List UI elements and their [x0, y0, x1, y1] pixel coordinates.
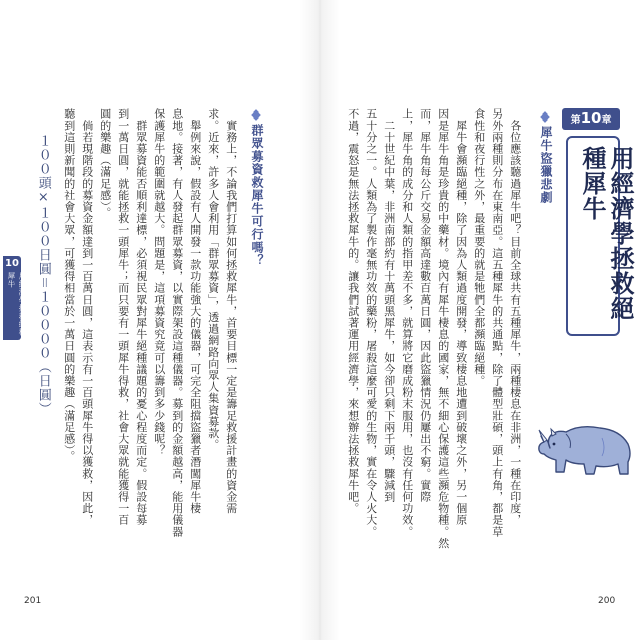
right-paragraph-line: 食性和夜行性之外，最重要的就是牠們全都瀕臨絕種。: [472, 108, 486, 387]
side-tab-number: 10: [5, 258, 19, 269]
left-paragraph-line: 圓的樂趣（滿足感）。: [98, 108, 112, 219]
rhinoceros-icon: [536, 418, 636, 480]
page-number-left: 201: [24, 596, 42, 606]
diamond-bullet-icon: [541, 112, 550, 121]
right-paragraph-line: 而，犀牛角每公斤交易金額高達數百萬日圓，因此盜獵情況仍屢出不窮。實際: [418, 108, 432, 503]
right-paragraph-line: 因是犀牛角是珍貴的中藥材。境內有犀牛棲息的國家，無不細心保護這些瀕危物種。然: [436, 108, 450, 549]
left-paragraph-line: 到一萬日圓，就能拯救一頭犀牛；而只要有一頭犀牛得救，社會大眾就能獲得一百: [116, 108, 130, 526]
right-paragraph-line: 二十世紀中葉，非洲南部約有十萬頭黑犀牛，如今卻只剩下兩千頭，驟減到: [382, 108, 396, 503]
diamond-bullet-icon: [252, 110, 261, 119]
chapter-prefix: 第: [570, 115, 581, 126]
left-paragraph-line: 舉例來說，假設有人開發一款功能強大的儀器，可完全阻擋盜獵者潛闖犀牛棲: [188, 108, 202, 514]
left-paragraph-line: 聽到這則新聞的社會大眾，可獲得相當於一萬日圓的樂趣（滿足感）。: [62, 108, 76, 463]
left-paragraph-line: 息地。接著，有人發起群眾募資，以實際架設這種儀器。募到的金額越高，能用儀器: [170, 108, 184, 538]
section-heading-poaching: 犀牛盜獵悲劇: [539, 126, 553, 204]
left-paragraph-line: 倘若現階段的募資金額達到一百萬日圓，這表示有一百頭犀牛得以獲救，因此，: [80, 108, 94, 526]
chapter-suffix: 章: [601, 115, 612, 126]
left-paragraph-line: 求。近來，許多人會利用「群眾募資」，透過網路向眾人集資募款。: [206, 108, 220, 451]
right-paragraph-line: 另外兩種則分布在東南亞。這五種犀牛的共通點，除了體型壯碩，頭上有角，都是草: [490, 108, 504, 538]
left-paragraph-line: 群眾募資能否順利達標，必須視民眾對犀牛絕種議題的憂心程度而定。假設每募: [134, 108, 148, 526]
right-paragraph-line: 五十分之一。人類為了製作毫無功效的藥粉，屠殺這麼可愛的生物，實在令人火大。: [364, 108, 378, 538]
right-paragraph-line: 犀牛會瀕臨絕種，除了因為人類過度開發，導致棲息地遭到破壞之外，另一個原: [454, 108, 468, 526]
right-paragraph-line: 上，犀牛角的成分和人類的指甲差不多，就算將它磨成粉末服用，也沒有任何功效。: [400, 108, 414, 538]
right-paragraph-line: 不過，震怒是無法拯救犀牛的。讓我們試著運用經濟學，來想辦法拯救犀牛吧。: [346, 108, 360, 514]
side-tab-title: 用經濟學拯救絕種犀牛: [7, 272, 27, 336]
page-number-right: 200: [598, 596, 616, 606]
chapter-title: 用經濟學拯救絕種犀牛: [578, 146, 634, 321]
chapter-badge: [562, 108, 620, 130]
left-paragraph-line: 實務上，不論我們打算如何拯救犀牛，首要目標一定是籌足救援計畫的資金需: [224, 108, 238, 514]
left-paragraph-line: 保護犀牛的範圍就越大。問題是，這項募資究竟可以籌到多少錢呢？: [152, 108, 166, 456]
formula-text: １００頭×１００日圓＝１００００（日圓）: [35, 134, 51, 416]
right-paragraph-line: 各位應該聽過犀牛吧？目前全球共有五種犀牛，兩種棲息在非洲，一種在印度，: [508, 108, 522, 526]
chapter-title-box: [566, 136, 634, 336]
chapter-side-tab: [3, 256, 27, 340]
spine-gutter: [300, 0, 340, 640]
section-heading-crowdfunding: 群眾募資救犀牛可行嗎？: [250, 124, 264, 267]
chapter-number: 10: [580, 109, 602, 127]
